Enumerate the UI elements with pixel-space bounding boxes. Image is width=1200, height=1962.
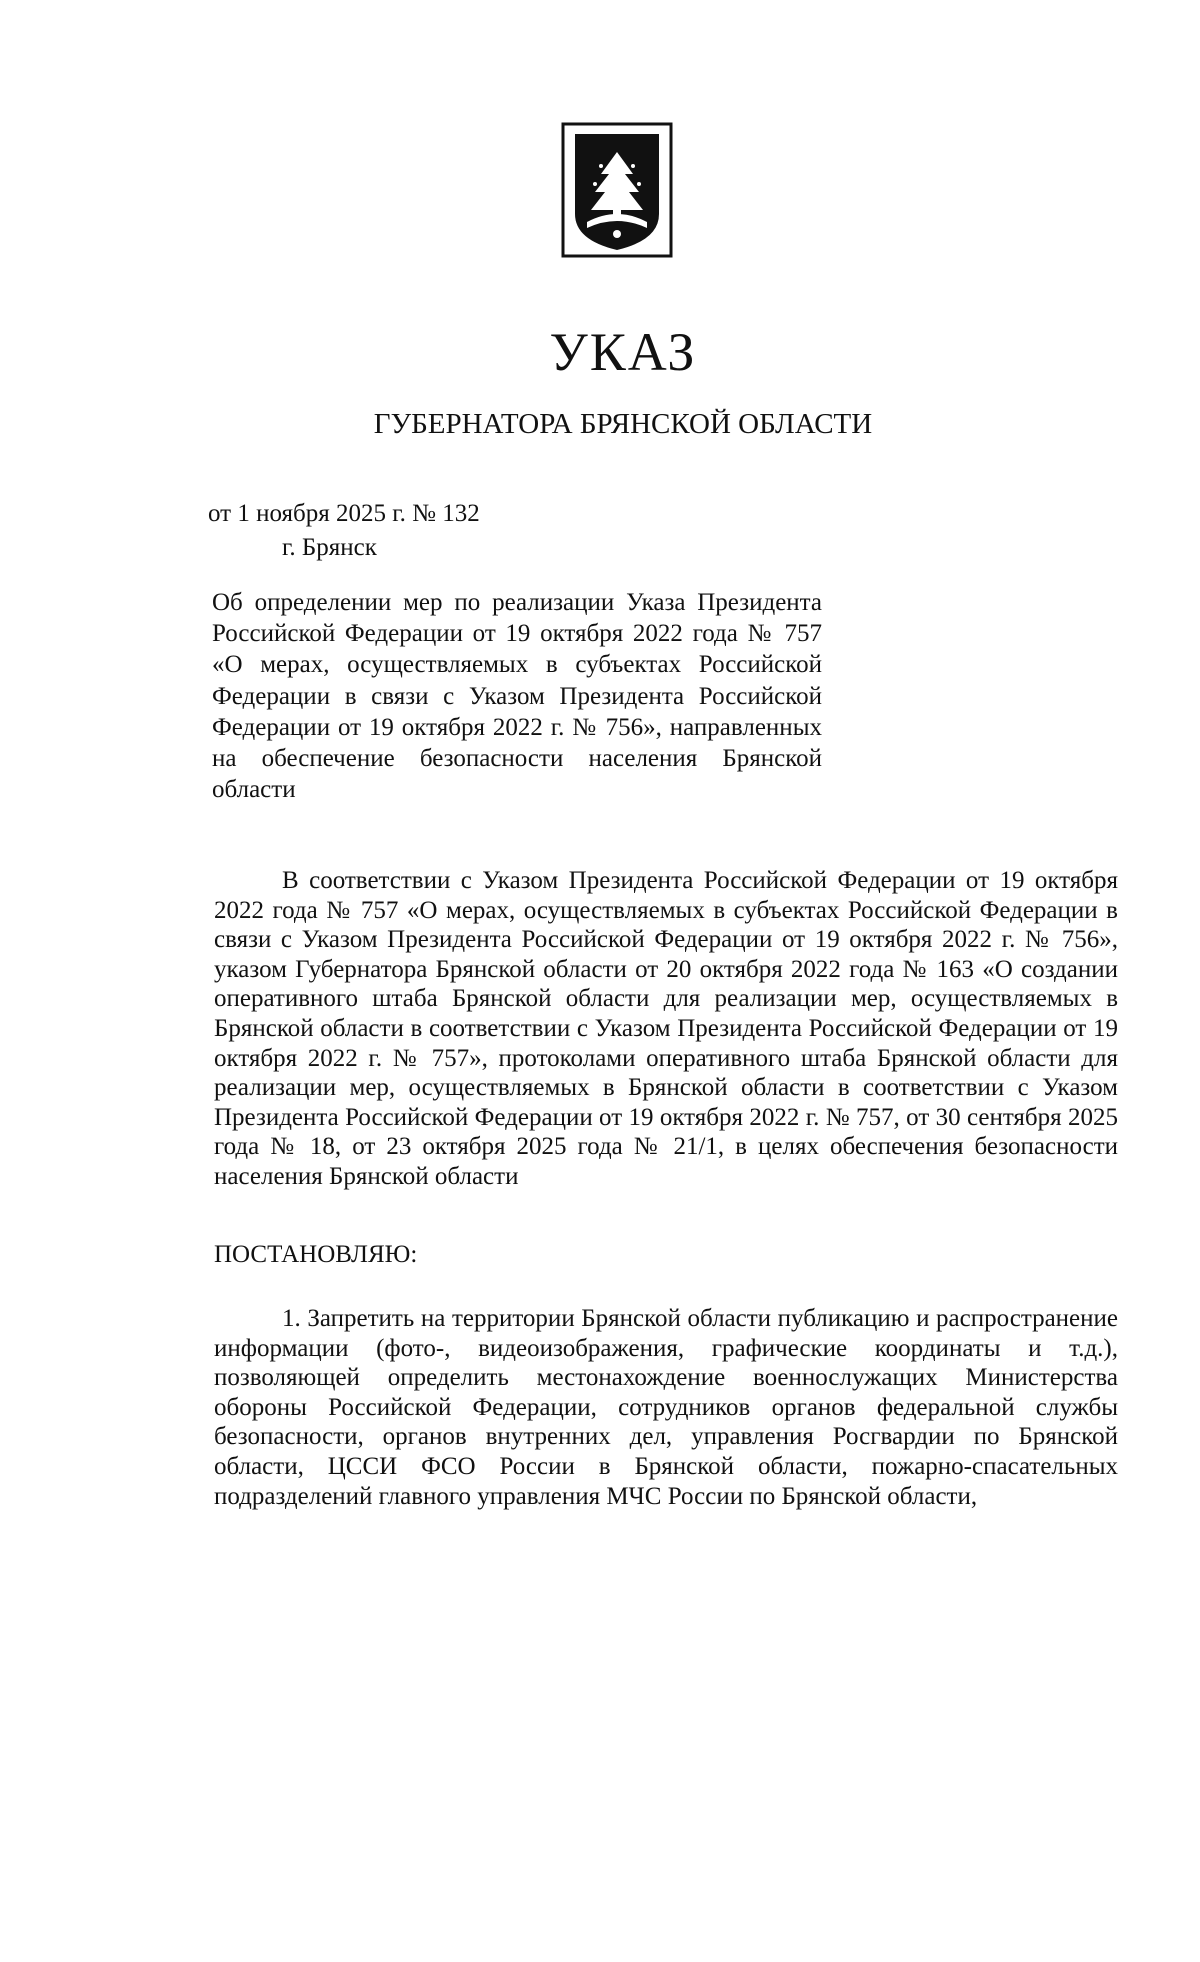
bryansk-coat-of-arms-icon xyxy=(561,122,673,258)
document-title: УКАЗ xyxy=(549,322,697,382)
city: г. Брянск xyxy=(282,534,377,561)
date-and-number: от 1 ноября 2025 г. № 132 xyxy=(208,500,480,527)
item-1-paragraph: 1. Запретить на территории Брянской области публикацию и распространение информации (фото-, видеоизображения, графические координаты и т.д.), позволяющей определить местонахождение военнослужащих Министерства обороны Российской Федерации, сотрудников органов федеральной службы безопасности, органов внутренних дел, управления Росгвардии по Брянской области, ЦССИ ФСО России в Брянской области, пожарно-спасательных подразделений главного управления МЧС России по Брянской области, xyxy=(214,1305,1118,1510)
decree-word: ПОСТАНОВЛЯЮ: xyxy=(214,1241,418,1268)
issuer-title: ГУБЕРНАТОРА БРЯНСКОЙ ОБЛАСТИ xyxy=(373,408,873,440)
document-subject: Об определении мер по реализации Указа Президента Российской Федерации от 19 октября 2022 года № 757 «О мерах, осуществляемых в субъектах Российской Федерации в связи с Указом Президента Российской Федерации от 19 октября 2022 г. № 756», направленных на обеспечение безопасности населения Брянской области xyxy=(212,589,822,804)
coat-of-arms-emblem xyxy=(561,122,673,258)
preamble-paragraph: В соответствии с Указом Президента Российской Федерации от 19 октября 2022 года № 757 «О мерах, осуществляемых в субъектах Российской Федерации в связи с Указом Президента Российской Федерации от 19 октября 2022 г. № 756», указом Губернатора Брянской области от 20 октября 2022 года № 163 «О создании оперативного штаба Брянской области для реализации мер, осуществляемых в Брянской области в соответствии с Указом Президента Российской Федерации от 19 октября 2022 г. № 757», протоколами оперативного штаба Брянской области для реализации мер, осуществляемых в Брянской области в соответствии с Указом Президента Российской Федерации от 19 октября 2022 г. № 757, от 30 сентября 2025 года № 18, от 23 октября 2025 года № 21/1, в целях обеспечения безопасности населения Брянской области xyxy=(214,867,1118,1190)
